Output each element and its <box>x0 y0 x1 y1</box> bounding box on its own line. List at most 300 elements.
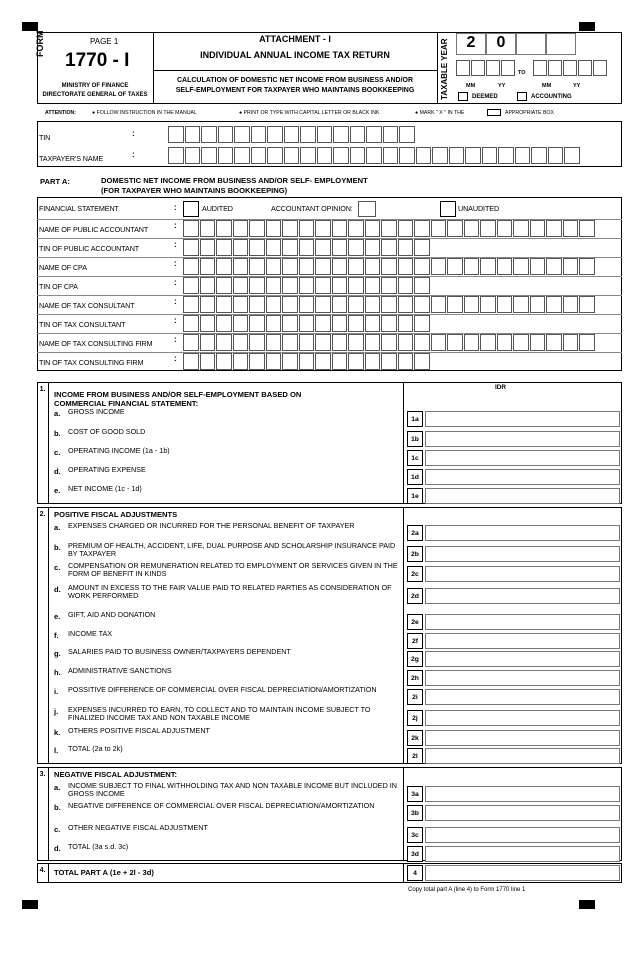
char-cell[interactable] <box>563 296 579 313</box>
char-cell[interactable] <box>266 220 282 237</box>
char-cell[interactable] <box>299 296 315 313</box>
char-cell[interactable] <box>282 334 298 351</box>
char-cell[interactable] <box>216 315 232 332</box>
char-cell[interactable] <box>266 277 282 294</box>
char-cell[interactable] <box>348 334 364 351</box>
char-cell[interactable] <box>332 239 348 256</box>
char-cell[interactable] <box>447 220 463 237</box>
deemed-checkbox[interactable] <box>458 92 468 101</box>
line-item-3a <box>68 782 397 799</box>
amount-field-2h[interactable] <box>425 670 620 686</box>
line-description: NET INCOME (1c - 1d) <box>68 484 142 493</box>
char-cell[interactable] <box>399 126 415 143</box>
char-cell[interactable] <box>497 220 513 237</box>
char-cell[interactable] <box>284 126 300 143</box>
char-cell[interactable] <box>266 296 282 313</box>
char-cell[interactable] <box>251 147 267 164</box>
char-cell[interactable] <box>579 296 595 313</box>
char-cell[interactable] <box>398 296 414 313</box>
char-cell[interactable] <box>414 296 430 313</box>
accountant-row-label: NAME OF TAX CONSULTING FIRM <box>39 339 153 348</box>
char-cell[interactable] <box>365 239 381 256</box>
char-cell[interactable] <box>299 258 315 275</box>
amount-field-3b[interactable] <box>425 805 620 821</box>
char-cell[interactable] <box>315 239 331 256</box>
char-cell[interactable] <box>249 334 265 351</box>
char-cell[interactable] <box>563 334 579 351</box>
char-cell[interactable] <box>249 239 265 256</box>
form-title: INDIVIDUAL ANNUAL INCOME TAX RETURN <box>200 50 390 60</box>
currency-label: IDR <box>495 384 507 391</box>
amount-field-2c[interactable] <box>425 566 620 582</box>
char-cell[interactable] <box>381 258 397 275</box>
char-cell[interactable] <box>266 258 282 275</box>
char-cell[interactable] <box>332 353 348 370</box>
char-cell[interactable] <box>398 334 414 351</box>
line-letter: a. <box>54 523 61 532</box>
char-cell[interactable] <box>381 277 397 294</box>
char-cell[interactable] <box>398 220 414 237</box>
line-letter: a. <box>54 409 61 418</box>
char-cell[interactable] <box>315 315 331 332</box>
line-description-cont: FORM OF BENEFIT IN KINDS <box>68 569 167 579</box>
char-cell[interactable] <box>513 296 529 313</box>
char-cell[interactable] <box>183 296 199 313</box>
char-cell[interactable] <box>249 258 265 275</box>
char-cell[interactable] <box>530 220 546 237</box>
amount-field-3d[interactable] <box>425 846 620 862</box>
char-cell[interactable] <box>482 147 498 164</box>
char-cell[interactable] <box>431 334 447 351</box>
registration-mark <box>579 900 595 909</box>
char-cell[interactable] <box>218 126 234 143</box>
char-cell[interactable] <box>365 296 381 313</box>
accountant-row-label: NAME OF TAX CONSULTANT <box>39 301 135 310</box>
char-cell[interactable] <box>185 126 201 143</box>
char-cell[interactable] <box>348 220 364 237</box>
char-cell[interactable] <box>381 353 397 370</box>
line-description: OTHERS POSITIVE FISCAL ADJUSTMENT <box>68 726 210 735</box>
char-cell[interactable] <box>200 258 216 275</box>
char-cell[interactable] <box>348 277 364 294</box>
char-cell[interactable] <box>497 296 513 313</box>
char-cell[interactable] <box>579 258 595 275</box>
char-cell[interactable] <box>200 239 216 256</box>
char-cell[interactable] <box>266 315 282 332</box>
char-cell[interactable] <box>183 239 199 256</box>
char-cell[interactable] <box>447 258 463 275</box>
char-cell[interactable] <box>383 126 399 143</box>
section-3-number: 3. <box>37 767 49 861</box>
char-cell[interactable] <box>579 220 595 237</box>
accounting-checkbox[interactable] <box>517 92 527 101</box>
char-cell[interactable] <box>233 315 249 332</box>
char-cell[interactable] <box>201 126 217 143</box>
char-cell[interactable] <box>168 126 184 143</box>
char-cell[interactable] <box>315 277 331 294</box>
char-cell[interactable] <box>332 220 348 237</box>
char-cell[interactable] <box>464 296 480 313</box>
char-cell[interactable] <box>299 334 315 351</box>
line-description: EXPENSES CHARGED OR INCURRED FOR THE PERSONAL BENEFIT OF TAXPAYER <box>68 521 355 530</box>
char-cell[interactable] <box>282 277 298 294</box>
line-item-2l <box>68 745 123 753</box>
char-cell[interactable] <box>513 220 529 237</box>
accountant-opinion-box[interactable] <box>358 201 376 217</box>
accountant-row-cells[interactable] <box>183 277 430 294</box>
char-cell[interactable] <box>431 258 447 275</box>
char-cell[interactable] <box>183 334 199 351</box>
char-cell[interactable] <box>530 258 546 275</box>
char-cell[interactable] <box>183 315 199 332</box>
char-cell[interactable] <box>497 258 513 275</box>
line-code-2i: 2i <box>407 689 423 705</box>
char-cell[interactable] <box>332 334 348 351</box>
char-cell[interactable] <box>216 296 232 313</box>
accountant-row-cells[interactable] <box>183 258 595 275</box>
line-item-3c <box>68 824 208 832</box>
char-cell[interactable] <box>432 147 448 164</box>
char-cell[interactable] <box>348 258 364 275</box>
char-cell[interactable] <box>333 147 349 164</box>
char-cell[interactable] <box>348 353 364 370</box>
amount-field-2e[interactable] <box>425 614 620 630</box>
amount-field-3c[interactable] <box>425 827 620 843</box>
part-a-title: DOMESTIC NET INCOME FROM BUSINESS AND/OR SELF- EMPLOYMENT <box>101 176 368 185</box>
char-cell[interactable] <box>513 334 529 351</box>
amount-field-2a[interactable] <box>425 525 620 541</box>
char-cell[interactable] <box>249 315 265 332</box>
char-cell[interactable] <box>282 353 298 370</box>
char-cell[interactable] <box>300 147 316 164</box>
char-cell[interactable] <box>366 126 382 143</box>
char-cell[interactable] <box>299 220 315 237</box>
char-cell[interactable] <box>267 126 283 143</box>
char-cell[interactable] <box>315 334 331 351</box>
colon: : <box>132 150 135 159</box>
char-cell[interactable] <box>185 147 201 164</box>
char-cell[interactable] <box>431 220 447 237</box>
char-cell[interactable] <box>398 258 414 275</box>
amount-field-1a[interactable] <box>425 411 620 427</box>
char-cell[interactable] <box>317 147 333 164</box>
line-description: TOTAL (2a to 2k) <box>68 744 123 753</box>
char-cell[interactable] <box>350 126 366 143</box>
char-cell[interactable] <box>266 239 282 256</box>
char-cell[interactable] <box>234 147 250 164</box>
char-cell[interactable] <box>317 126 333 143</box>
char-cell[interactable] <box>414 220 430 237</box>
char-cell[interactable] <box>381 334 397 351</box>
char-cell[interactable] <box>381 220 397 237</box>
char-cell[interactable] <box>464 334 480 351</box>
char-cell[interactable] <box>548 147 564 164</box>
line-code-3b: 3b <box>407 805 423 821</box>
amount-field-1d[interactable] <box>425 469 620 485</box>
section-1-title-2: COMMERCIAL FINANCIAL STATEMENT: <box>54 399 199 408</box>
char-cell[interactable] <box>464 258 480 275</box>
char-cell[interactable] <box>381 315 397 332</box>
char-cell[interactable] <box>315 353 331 370</box>
mm-label: MM <box>466 83 476 89</box>
char-cell[interactable] <box>183 277 199 294</box>
char-cell[interactable] <box>233 239 249 256</box>
char-cell[interactable] <box>398 315 414 332</box>
char-cell[interactable] <box>183 258 199 275</box>
amount-field-2i[interactable] <box>425 689 620 705</box>
char-cell[interactable] <box>299 315 315 332</box>
period-start-cells[interactable] <box>456 60 515 76</box>
char-cell[interactable] <box>266 353 282 370</box>
char-cell[interactable] <box>414 239 430 256</box>
char-cell[interactable] <box>398 353 414 370</box>
char-cell[interactable] <box>300 126 316 143</box>
amount-field-2g[interactable] <box>425 651 620 667</box>
line-letter: a. <box>54 783 61 792</box>
accountant-row-cells[interactable] <box>183 315 430 332</box>
char-cell[interactable] <box>447 296 463 313</box>
char-cell[interactable] <box>365 315 381 332</box>
line-item-1a <box>68 408 125 416</box>
amount-field-2k[interactable] <box>425 730 620 746</box>
section-1-number: 1. <box>37 382 49 504</box>
amount-field-1c[interactable] <box>425 450 620 466</box>
amount-field-2f[interactable] <box>425 633 620 649</box>
char-cell[interactable] <box>348 315 364 332</box>
char-cell[interactable] <box>284 147 300 164</box>
char-cell[interactable] <box>315 220 331 237</box>
char-cell[interactable] <box>332 296 348 313</box>
line-item-1b <box>68 428 145 436</box>
accountant-row-label: TIN OF CPA <box>39 282 78 291</box>
taxpayer-name-cells[interactable] <box>168 147 580 164</box>
char-cell[interactable] <box>183 353 199 370</box>
char-cell[interactable] <box>315 296 331 313</box>
char-cell[interactable] <box>414 315 430 332</box>
char-cell[interactable] <box>398 277 414 294</box>
char-cell[interactable] <box>233 258 249 275</box>
char-cell[interactable] <box>233 296 249 313</box>
char-cell[interactable] <box>497 334 513 351</box>
char-cell[interactable] <box>546 334 562 351</box>
char-cell[interactable] <box>381 296 397 313</box>
char-cell[interactable] <box>365 334 381 351</box>
char-cell[interactable] <box>464 220 480 237</box>
accounting-label: ACCOUNTING <box>531 94 572 100</box>
line-letter: b. <box>54 543 61 552</box>
amount-field-2j[interactable] <box>425 710 620 726</box>
line-code-2d: 2d <box>407 588 423 604</box>
char-cell[interactable] <box>480 296 496 313</box>
char-cell[interactable] <box>282 258 298 275</box>
accountant-row-cells[interactable] <box>183 353 430 370</box>
registration-mark <box>22 900 38 909</box>
char-cell[interactable] <box>216 277 232 294</box>
accountant-row-cells[interactable] <box>183 296 595 313</box>
char-cell[interactable] <box>315 258 331 275</box>
char-cell[interactable] <box>449 147 465 164</box>
line-description: POSSITIVE DIFFERENCE OF COMMERCIAL OVER FISCAL DEPRECIATION/AMORTIZATION <box>68 685 377 694</box>
char-cell[interactable] <box>249 277 265 294</box>
char-cell[interactable] <box>480 334 496 351</box>
char-cell[interactable] <box>414 258 430 275</box>
char-cell[interactable] <box>350 147 366 164</box>
char-cell[interactable] <box>546 258 562 275</box>
accountant-row-label: TIN OF PUBLIC ACCOUNTANT <box>39 244 140 253</box>
year-digit-2[interactable]: 0 <box>486 33 516 55</box>
char-cell[interactable] <box>563 258 579 275</box>
char-cell[interactable] <box>498 147 514 164</box>
char-cell[interactable] <box>200 353 216 370</box>
amount-field-2l[interactable] <box>425 748 620 764</box>
total-part-a-label: TOTAL PART A (1e + 2l - 3d) <box>54 868 154 877</box>
char-cell[interactable] <box>168 147 184 164</box>
char-cell[interactable] <box>234 126 250 143</box>
char-cell[interactable] <box>201 147 217 164</box>
char-cell[interactable] <box>465 147 481 164</box>
line-code-2h: 2h <box>407 670 423 686</box>
accountant-row-cells[interactable] <box>183 239 430 256</box>
char-cell[interactable] <box>200 277 216 294</box>
char-cell[interactable] <box>183 220 199 237</box>
line-description: GROSS INCOME <box>68 407 125 416</box>
tin-cells[interactable] <box>168 126 415 143</box>
line-description: SALARIES PAID TO BUSINESS OWNER/TAXPAYERS DEPENDENT <box>68 647 291 656</box>
char-cell[interactable] <box>282 239 298 256</box>
line-description: AMOUNT IN EXCESS TO THE FAIR VALUE PAID TO RELATED PARTIES AS CONSIDERATION OF <box>68 583 392 592</box>
line-item-1d <box>68 466 146 474</box>
char-cell[interactable] <box>381 239 397 256</box>
char-cell[interactable] <box>414 353 430 370</box>
char-cell[interactable] <box>480 258 496 275</box>
char-cell[interactable] <box>414 277 430 294</box>
year-digit-4[interactable] <box>546 33 576 55</box>
period-end-cells[interactable] <box>533 60 607 76</box>
char-cell[interactable] <box>416 147 432 164</box>
amount-field-1b[interactable] <box>425 431 620 447</box>
char-cell[interactable] <box>249 296 265 313</box>
char-cell[interactable] <box>530 296 546 313</box>
char-cell[interactable] <box>480 220 496 237</box>
char-cell[interactable] <box>332 277 348 294</box>
char-cell[interactable] <box>200 315 216 332</box>
char-cell[interactable] <box>267 147 283 164</box>
char-cell[interactable] <box>431 296 447 313</box>
char-cell[interactable] <box>365 220 381 237</box>
char-cell[interactable] <box>348 239 364 256</box>
char-cell[interactable] <box>564 147 580 164</box>
line-code-2k: 2k <box>407 730 423 746</box>
char-cell[interactable] <box>216 353 232 370</box>
char-cell[interactable] <box>216 258 232 275</box>
char-cell[interactable] <box>249 220 265 237</box>
amount-field-1e[interactable] <box>425 488 620 504</box>
char-cell[interactable] <box>332 315 348 332</box>
deemed-label: DEEMED <box>472 94 498 100</box>
char-cell[interactable] <box>414 334 430 351</box>
char-cell[interactable] <box>282 220 298 237</box>
registration-mark <box>579 22 595 31</box>
line-letter: c. <box>54 448 61 457</box>
char-cell[interactable] <box>546 220 562 237</box>
line-letter: d. <box>54 467 61 476</box>
char-cell[interactable] <box>365 353 381 370</box>
char-cell[interactable] <box>216 334 232 351</box>
line-item-2j <box>68 706 370 723</box>
char-cell[interactable] <box>200 220 216 237</box>
char-cell[interactable] <box>266 334 282 351</box>
char-cell[interactable] <box>333 126 349 143</box>
char-cell[interactable] <box>299 239 315 256</box>
colon: : <box>174 259 177 268</box>
char-cell[interactable] <box>233 220 249 237</box>
char-cell[interactable] <box>299 353 315 370</box>
char-cell[interactable] <box>348 296 364 313</box>
audited-checkbox[interactable] <box>183 201 199 217</box>
amount-field-3a[interactable] <box>425 786 620 802</box>
char-cell[interactable] <box>249 353 265 370</box>
amount-field-4[interactable] <box>425 865 620 881</box>
year-digit-1[interactable]: 2 <box>456 33 486 55</box>
char-cell[interactable] <box>398 239 414 256</box>
char-cell[interactable] <box>365 277 381 294</box>
line-letter: j. <box>54 707 59 716</box>
char-cell[interactable] <box>216 220 232 237</box>
char-cell[interactable] <box>282 315 298 332</box>
char-cell[interactable] <box>233 334 249 351</box>
char-cell[interactable] <box>513 258 529 275</box>
char-cell[interactable] <box>563 220 579 237</box>
char-cell[interactable] <box>299 277 315 294</box>
char-cell[interactable] <box>546 296 562 313</box>
accountant-row-cells[interactable] <box>183 220 595 237</box>
line-code-2c: 2c <box>407 566 423 582</box>
line-code-2e: 2e <box>407 614 423 630</box>
char-cell[interactable] <box>530 334 546 351</box>
char-cell[interactable] <box>233 277 249 294</box>
char-cell[interactable] <box>251 126 267 143</box>
char-cell[interactable] <box>579 334 595 351</box>
line-letter: k. <box>54 728 61 737</box>
char-cell[interactable] <box>365 258 381 275</box>
unaudited-checkbox[interactable] <box>440 201 456 217</box>
line-description: COST OF GOOD SOLD <box>68 427 146 436</box>
char-cell[interactable] <box>447 334 463 351</box>
line-code-2l: 2l <box>407 748 423 764</box>
char-cell[interactable] <box>383 147 399 164</box>
char-cell[interactable] <box>200 334 216 351</box>
char-cell[interactable] <box>515 147 531 164</box>
accountant-row-cells[interactable] <box>183 334 595 351</box>
amount-field-2d[interactable] <box>425 588 620 604</box>
char-cell[interactable] <box>531 147 547 164</box>
year-digit-3[interactable] <box>516 33 546 55</box>
char-cell[interactable] <box>399 147 415 164</box>
char-cell[interactable] <box>200 296 216 313</box>
amount-field-2b[interactable] <box>425 546 620 562</box>
char-cell[interactable] <box>218 147 234 164</box>
char-cell[interactable] <box>282 296 298 313</box>
colon: : <box>174 240 177 249</box>
char-cell[interactable] <box>366 147 382 164</box>
char-cell[interactable] <box>332 258 348 275</box>
char-cell[interactable] <box>233 353 249 370</box>
section-3-title: NEGATIVE FISCAL ADJUSTMENT: <box>54 770 178 779</box>
audited-label: AUDITED <box>202 204 233 213</box>
attention-label: ATTENTION: <box>45 110 77 116</box>
char-cell[interactable] <box>216 239 232 256</box>
colon: : <box>132 129 135 138</box>
